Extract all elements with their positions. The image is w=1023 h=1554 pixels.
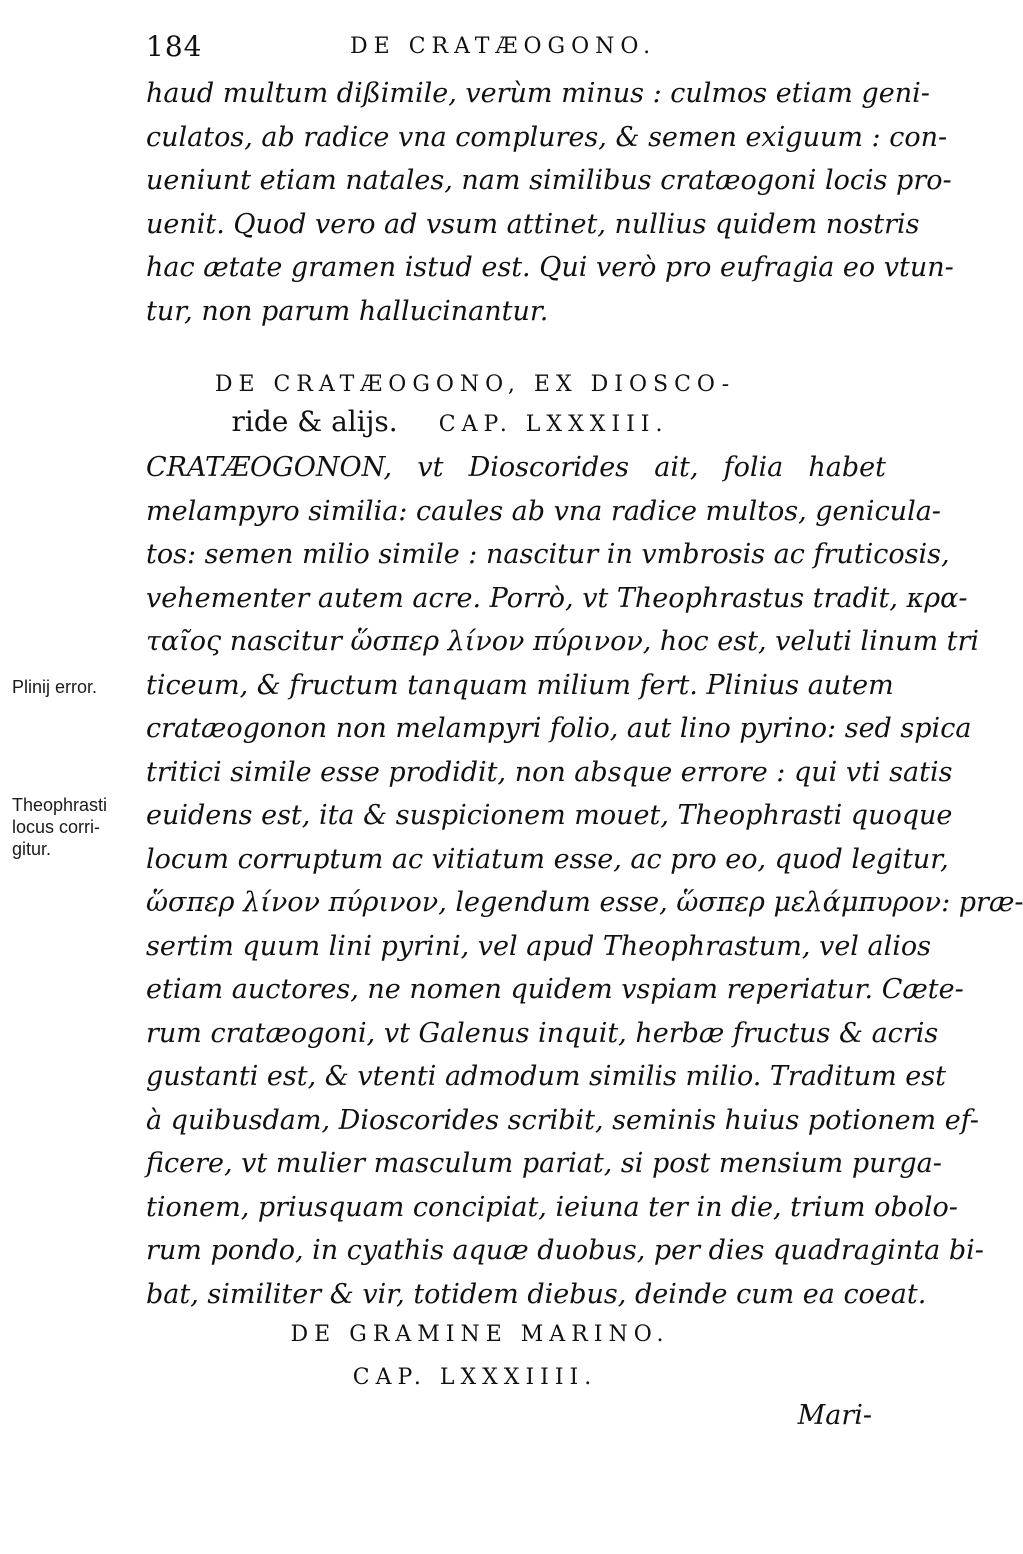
chapter-heading-2 xyxy=(0,1322,900,1347)
text-line: haud multum dißimile, verùm minus : culmos etiam geni- xyxy=(146,78,930,109)
chapter-heading-2-line2 xyxy=(0,1365,900,1390)
chapter-title-line1: DE CRATÆOGONO, EX DIOSCO- xyxy=(214,372,736,397)
chapter-number: CAP. LXXXIIII. xyxy=(352,1365,598,1390)
chapter-number: CAP. LXXXIII. xyxy=(438,412,669,437)
chapter-heading-1 xyxy=(0,372,900,397)
text-line: ταῖος nascitur ὥσπερ λίνον πύρινον, hoc est, veluti linum tri xyxy=(146,626,980,657)
text-line: à quibusdam, Dioscorides scribit, seminis huius potionem ef- xyxy=(146,1104,979,1136)
margin-note-theophrasti xyxy=(12,794,152,860)
text-line: sertim quum lini pyrini, vel apud Theophrastum, vel alios xyxy=(146,930,931,962)
text-line: vehementer autem acre. Porrò, vt Theophrastus tradit, κρα- xyxy=(146,582,968,614)
margin-note-text: Plinij error. xyxy=(12,677,98,697)
text-line: tos: semen milio simile : nascitur in vmbrosis ac fruticosis, xyxy=(146,539,950,570)
margin-note-text: locus corri- xyxy=(12,817,101,837)
margin-note-plinij xyxy=(12,676,152,698)
text-line: gustanti est, & vtenti admodum similis milio. Traditum est xyxy=(146,1061,946,1092)
text-line: uenit. Quod vero ad vsum attinet, nullius quidem nostris xyxy=(146,208,920,240)
chapter-title-line2: ride & alijs. xyxy=(231,405,398,438)
page-number: 184 xyxy=(146,30,203,63)
text-line: CRATÆOGONON, vt Dioscorides ait, folia habet xyxy=(146,452,886,483)
text-line: cratæogonon non melampyri folio, aut lino pyrino: sed spica xyxy=(146,713,972,744)
text-line: rum cratæogoni, vt Galenus inquit, herbæ fructus & acris xyxy=(146,1017,939,1049)
text-line: locum corruptum ac vitiatum esse, ac pro eo, quod legitur, xyxy=(146,843,949,875)
text-line: euidens est, ita & suspicionem mouet, Theophrasti quoque xyxy=(146,800,953,831)
text-line: melampyro similia: caules ab vna radice multos, genicula- xyxy=(146,495,941,527)
text-line: hac ætate gramen istud est. Qui verò pro eufragia eo vtun- xyxy=(146,252,954,283)
text-line: tionem, priusquam concipiat, ieiuna ter in die, trium obolo- xyxy=(146,1191,958,1223)
main-paragraph xyxy=(146,446,1023,1316)
text-line: tur, non parum hallucinantur. xyxy=(146,295,549,327)
text-line: rum pondo, in cyathis aquæ duobus, per dies quadraginta bi- xyxy=(146,1235,984,1266)
catchword: Mari- xyxy=(797,1400,872,1431)
text-line: ὥσπερ λίνον πύρινον, legendum esse, ὥσπερ μελάμπυρον: præ- xyxy=(146,887,1023,918)
margin-note-text: Theophrasti xyxy=(12,795,108,815)
chapter-heading-1-line2 xyxy=(0,405,900,438)
text-line: ueniunt etiam natales, nam similibus cratæogoni locis pro- xyxy=(146,165,952,196)
text-line: etiam auctores, ne nomen quidem vspiam reperiatur. Cæte- xyxy=(146,974,964,1005)
text-line: ficere, vt mulier masculum pariat, si post mensium purga- xyxy=(146,1148,942,1179)
text-line: ticeum, & fructum tanquam milium fert. Plinius autem xyxy=(146,669,894,701)
running-head xyxy=(140,30,760,70)
text-line: culatos, ab radice vna complures, & semen exiguum : con- xyxy=(146,121,948,153)
text-line: tritici simile esse prodidit, non absque errore : qui vti satis xyxy=(146,756,953,788)
chapter-title: DE GRAMINE MARINO. xyxy=(290,1322,670,1347)
running-title: DE CRATÆOGONO. xyxy=(350,34,657,59)
top-paragraph xyxy=(146,72,954,333)
margin-note-text: gitur. xyxy=(12,839,52,859)
text-line: bat, similiter & vir, totidem diebus, deinde cum ea coeat. xyxy=(146,1278,927,1310)
